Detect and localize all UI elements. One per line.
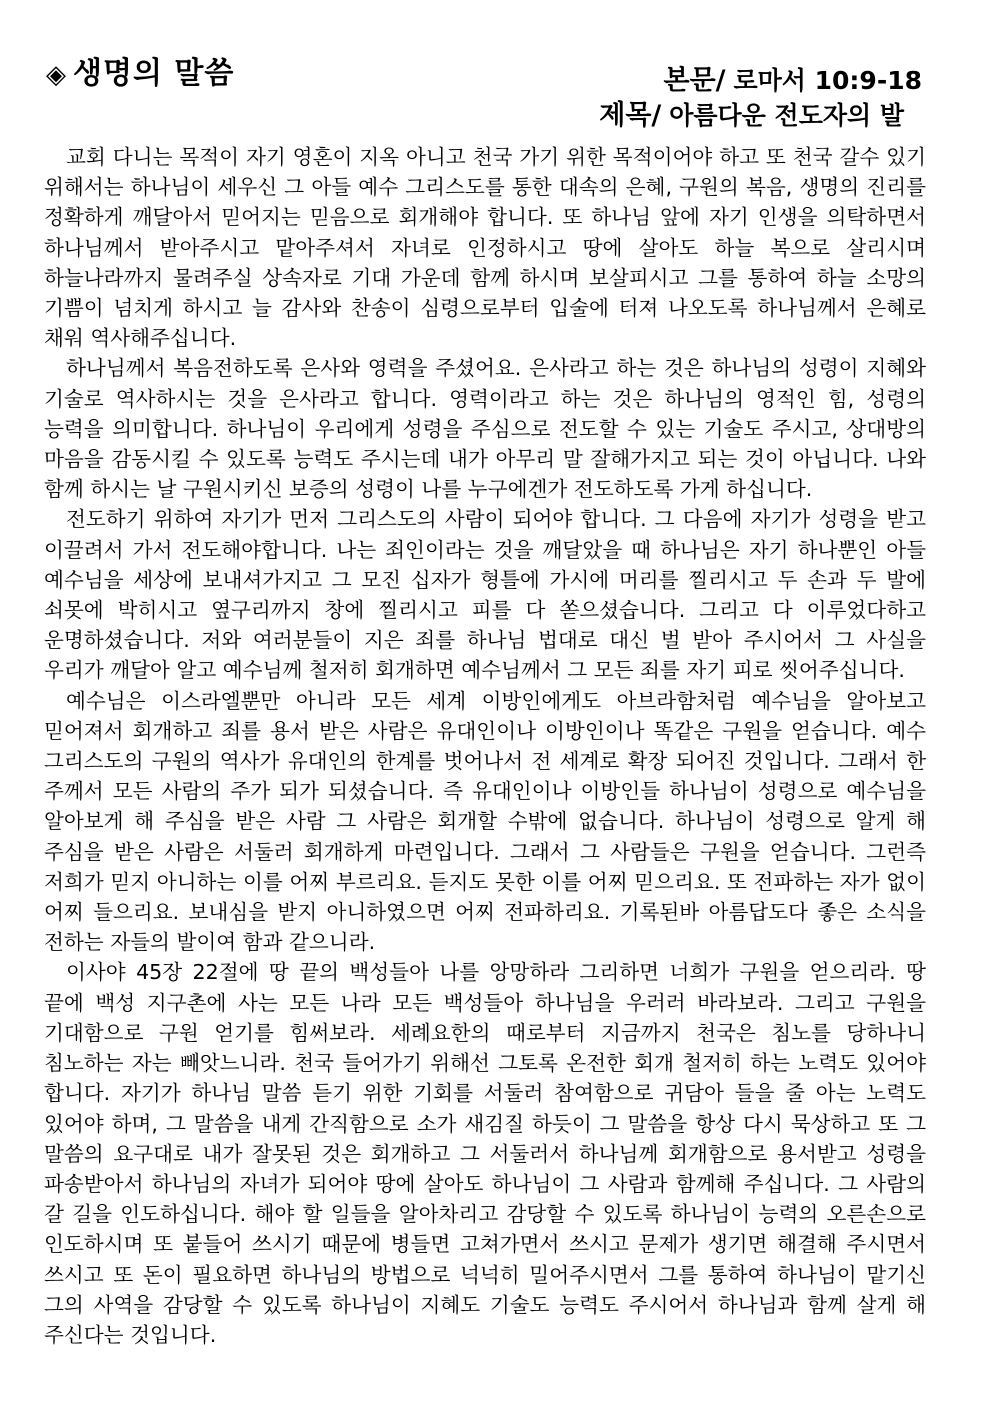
paragraph: 이사야 45장 22절에 땅 끝의 백성들아 나를 앙망하라 그리하면 너희가 구원을 얻으리라. 땅 끝에 백성 지구촌에 사는 모든 나라 모든 백성들아 하나님을 우러러 바라보라. 그리고 구원을 기대함으로 구원 얻기를 힘써보라. 세례요한의 때로부터 지금까지 천국은 침노를 당하나니 침노하는 자는 빼앗느니라. 천국 들어가기 위해선 그토록 온전한 회개 철저히 하는 노력도 있어야 합니다. 자기가 하나님 말씀 듣기 위한 기회를 서둘러 참여함으로 귀담아 들을 줄 아는 노력도 있어야 하며, 그 말씀을 내게 간직함으로 소가 새김질 하듯이 그 말씀을 항상 다시 묵상하고 또 그 말씀의 요구대로 내가 잘못된 것은 회개하고 그 서둘러서 하나님께 회개함으로 용서받고 성령을 파송받아서 하나님의 자녀가 되어야 땅에 살아도 하나님이 그 사람과 함께해 주십니다. 그 사람의 갈 길을 인도하십니다. 해야 할 일들을 알아차리고 감당할 수 있도록 하나님이 능력의 오른손으로 인도하시며 또 붙들어 쓰시기 때문에 병들면 고쳐가면서 쓰시고 문제가 생기면 해결해 주시면서 쓰시고 또 돈이 필요하면 하나님의 방법으로 넉넉히 밀어주시면서 그를 통하여 하나님이 맡기신 그의 사역을 감당할 수 있도록 하나님이 지혜도 기술도 능력도 주시어서 하나님과 함께 살게 해 주신다는 것입니다. <box>44 960 926 1347</box>
scripture-reference <box>664 58 923 97</box>
paragraph: 하나님께서 복음전하도록 은사와 영력을 주셨어요. 은사라고 하는 것은 하나님의 성령이 지혜와 기술로 역사하시는 것을 은사라고 합니다. 영력이라고 하는 것은 하나님의 영적인 힘, 성령의 능력을 의미합니다. 하나님이 우리에게 성령을 주심으로 전도할 수 있는 기술도 주시고, 상대방의 마음을 감동시킬 수 있도록 능력도 주시는데 내가 아무리 말 잘해가지고 되는 것이 아닙니다. 나와 함께 하시는 날 구원시키신 보증의 성령이 나를 누구에겐가 전도하도록 가게 하십니다. <box>44 356 926 502</box>
subject-text: 아름다운 전도자의 발 <box>669 101 904 130</box>
sermon-body <box>44 142 926 1350</box>
scripture-label: 본문/ <box>663 65 726 96</box>
paragraph: 교회 다니는 목적이 자기 영혼이 지옥 아니고 천국 가기 위한 목적이어야 하고 또 천국 갈수 있기 위해서는 하나님이 세우신 그 아들 예수 그리스도를 통한 대속의 은혜, 구원의 복음, 생명의 진리를 정확하게 깨달아서 믿어지는 믿음으로 회개해야 합니다. 또 하나님 앞에 자기 인생을 의탁하면서 하나님께서 받아주시고 맡아주셔서 자녀로 인정하시고 땅에 살아도 하늘 복으로 살리시며 하늘나라까지 물려주실 상속자로 기대 가운데 함께 하시며 보살피시고 그를 통하여 하늘 소망의 기쁨이 넘치게 하시고 늘 감사와 찬송이 심령으로부터 입술에 터져 나오도록 하나님께서 은혜로 채워 역사해주십니다. <box>44 145 926 351</box>
sermon-subject <box>599 93 904 132</box>
paragraph: 전도하기 위하여 자기가 먼저 그리스도의 사람이 되어야 합니다. 그 다음에 자기가 성령을 받고 이끌려서 가서 전도해야합니다. 나는 죄인이라는 것을 깨달았을 때 하나님은 자기 하나뿐인 아들 예수님을 세상에 보내셔가지고 그 모진 십자가 형틀에 가시에 머리를 찔리시고 두 손과 두 발에 쇠못에 박히시고 옆구리까지 창에 찔리시고 피를 다 쏟으셨습니다. 그리고 다 이루었다하고 운명하셨습니다. 저와 여러분들이 지은 죄를 하나님 법대로 대신 벌 받아 주시어서 그 사실을 우리가 깨달아 알고 예수님께 철저히 회개하면 예수님께서 그 모든 죄를 자기 피로 씻어주십니다. <box>44 507 926 683</box>
paragraph: 예수님은 이스라엘뿐만 아니라 모든 세계 이방인에게도 아브라함처럼 예수님을 알아보고 믿어져서 회개하고 죄를 용서 받은 사람은 유대인이나 이방인이나 똑같은 구원을 얻습니다. 예수 그리스도의 구원의 역사가 유대인의 한계를 벗어나서 전 세계로 확장 되어진 것입니다. 그래서 한 주께서 모든 사람의 주가 되가 되셨습니다. 즉 유대인이나 이방인들 하나님이 성령으로 예수님을 알아보게 해 주심을 받은 사람 그 사람은 회개할 수밖에 없습니다. 하나님이 성령으로 알게 해 주심을 받은 사람은 서둘러 회개하게 마련입니다. 그래서 그 사람들은 구원을 얻습니다. 그런즉 저희가 믿지 아니하는 이를 어찌 부르리요. 듣지도 못한 이를 어찌 믿으리요. 또 전파하는 자가 없이 어찌 들으리요. 보내심을 받지 아니하였으면 어찌 전파하리요. 기록된바 아름답도다 좋은 소식을 전하는 자들의 발이여 함과 같으니라. <box>44 688 926 955</box>
scripture-ref-text: 로마서 10:9-18 <box>733 66 922 95</box>
section-title <box>46 48 234 92</box>
subject-label: 제목/ <box>599 100 662 131</box>
diamond-marker-icon: ◈ <box>46 60 67 90</box>
section-title-text: 생명의 말씀 <box>73 56 235 91</box>
